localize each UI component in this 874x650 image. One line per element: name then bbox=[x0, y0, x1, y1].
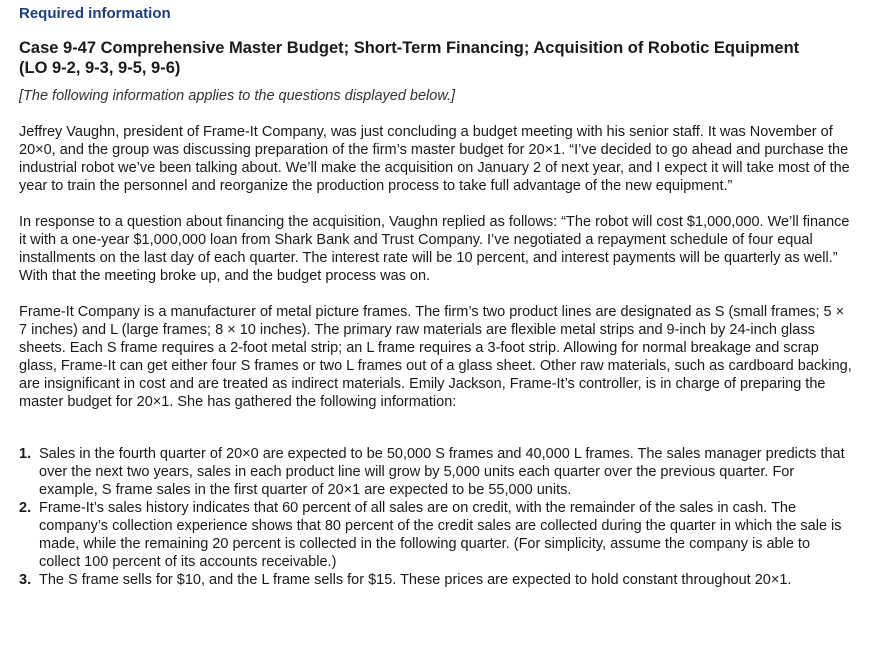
list-item-text: The S frame sells for $10, and the L frame sells for $15. These prices are expected to hold constant throughout 20×1. bbox=[39, 572, 792, 588]
list-item-text: Sales in the fourth quarter of 20×0 are expected to be 50,000 S frames and 40,000 L frames. The sales manager predicts that over the next two years, sales in each product line will grow by 5,000 units each quarter over the previous quarter. For example, S frame sales in the first quarter of 20×1 are expected to be 55,000 units. bbox=[39, 446, 845, 498]
list-item bbox=[19, 445, 855, 499]
list-item-text: Frame-It’s sales history indicates that 60 percent of all sales are on credit, with the remainder of the sales in cash. The company’s collection experience shows that 80 percent of the credit sales are collected during the quarter in which the sale is made, while the remaining 20 percent is collected in the following quarter. (For simplicity, assume the company is able to collect 100 percent of its accounts receivable.) bbox=[39, 500, 842, 570]
paragraph-financing: In response to a question about financing the acquisition, Vaughn replied as follows: “The robot will cost $1,000,000. We’ll finance it with a one-year $1,000,000 loan from Shark Bank and Trust Company. I’ve negotiated a repayment schedule of four equal installments on the last day of each quarter. The interest rate will be 10 percent, and interest payments will be quarterly as well.” With that the meeting broke up, and the budget process was on. bbox=[19, 214, 850, 284]
information-list bbox=[19, 445, 855, 589]
paragraph-intro: Jeffrey Vaughn, president of Frame-It Company, was just concluding a budget meeting with his senior staff. It was November of 20×0, and the group was discussing preparation of the firm’s master budget for 20×1. “I’ve decided to go ahead and purchase the industrial robot we’ve been talking about. We’ll make the acquisition on January 2 of next year, and I expect it will take most of the year to train the personnel and reorganize the production process to take full advantage of the new equipment.” bbox=[19, 124, 850, 194]
list-item bbox=[19, 499, 855, 571]
list-item-number: 2. bbox=[19, 500, 32, 516]
paragraph-company: Frame-It Company is a manufacturer of metal picture frames. The firm’s two product lines are designated as S (small frames; 5 × 7 inches) and L (large frames; 8 × 10 inches). The primary raw materials are flexible metal strips and 9-inch by 24-inch glass sheets. Each S frame requires a 2-foot metal strip; an L frame requires a 3-foot strip. Allowing for normal breakage and scrap glass, Frame-It can get either four S frames or two L frames out of a glass sheet. Other raw materials, such as cardboard backing, are insignificant in cost and are treated as indirect materials. Emily Jackson, Frame-It’s controller, is in charge of preparing the master budget for 20×1. She has gathered the following information: bbox=[19, 304, 852, 410]
required-information-heading: Required information bbox=[19, 5, 171, 22]
list-item-number: 1. bbox=[19, 446, 32, 462]
list-item bbox=[19, 571, 855, 589]
case-title bbox=[19, 38, 855, 78]
case-title-line2: (LO 9-2, 9-3, 9-5, 9-6) bbox=[19, 59, 181, 77]
applies-note: [The following information applies to the questions displayed below.] bbox=[19, 88, 456, 104]
case-title-line1: Case 9-47 Comprehensive Master Budget; Short-Term Financing; Acquisition of Robotic Equipment bbox=[19, 39, 800, 57]
list-item-number: 3. bbox=[19, 572, 32, 588]
